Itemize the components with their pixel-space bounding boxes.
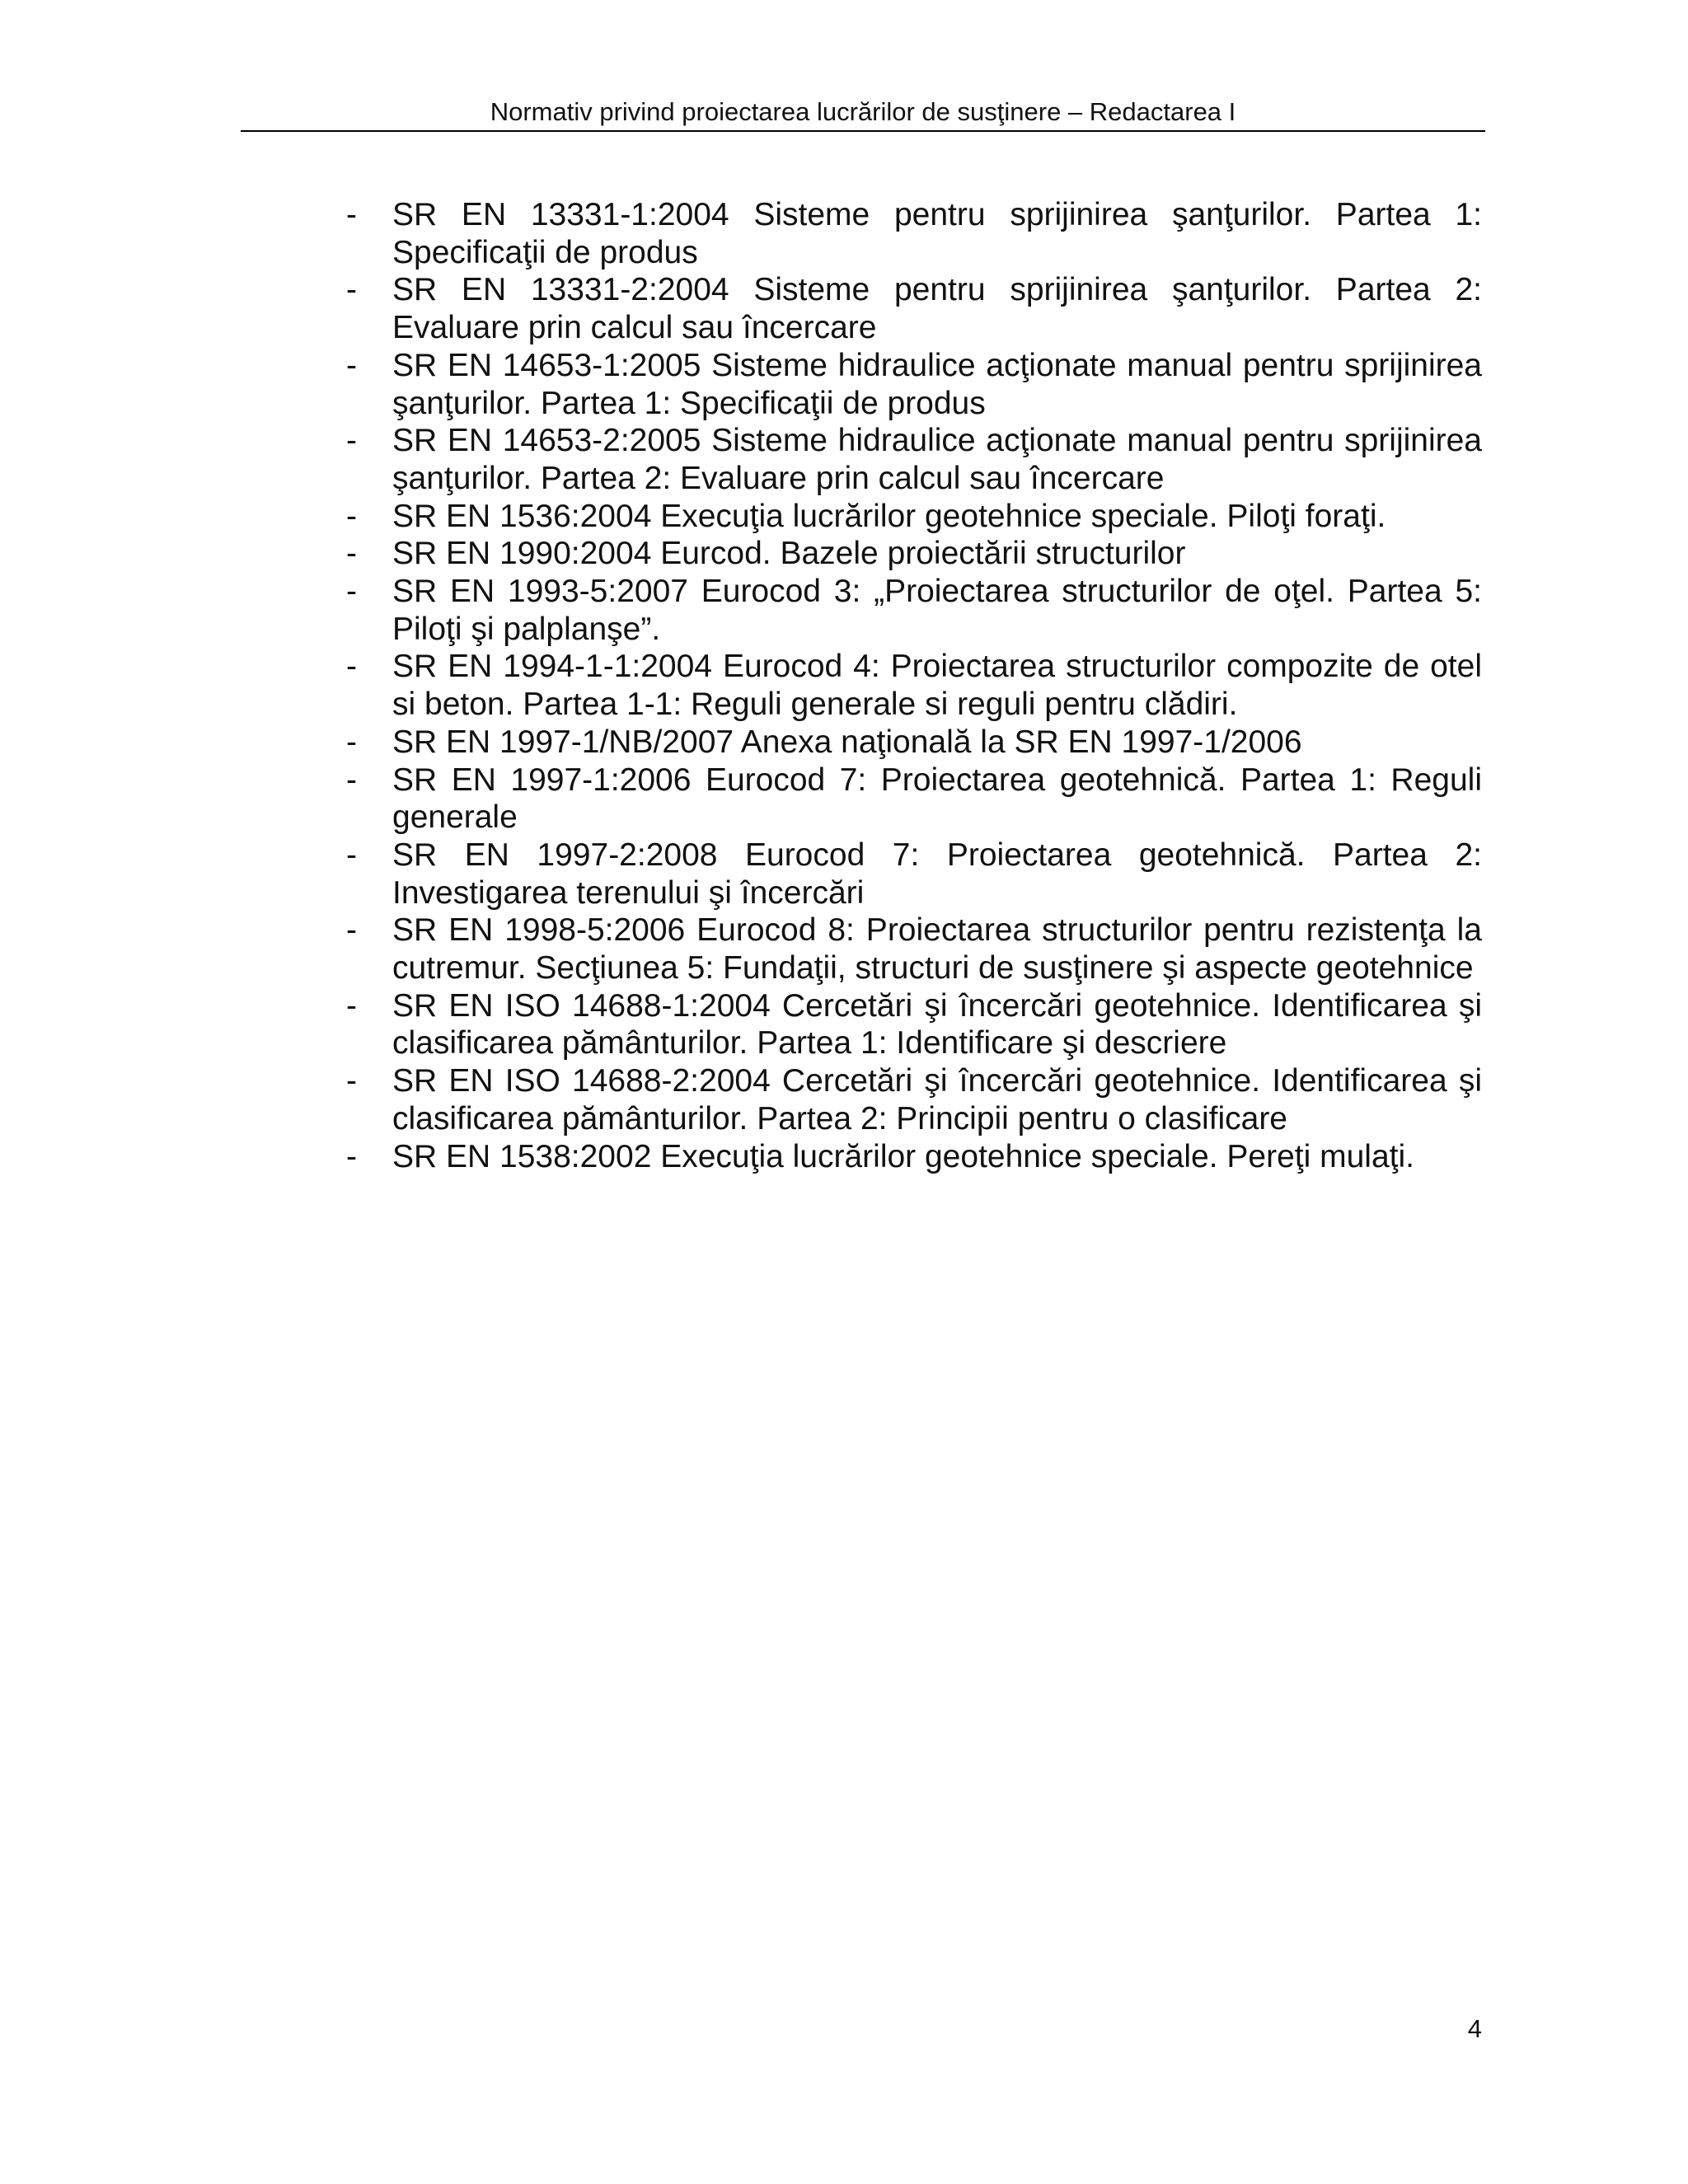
- list-item: [338, 196, 1482, 271]
- list-item: [338, 347, 1482, 422]
- list-bullet: -: [346, 536, 357, 572]
- reference-text: SR EN ISO 14688-1:2004 Cercetări şi încercări geotehnice. Identificarea şi clasificarea pământurilor. Partea 1: Identificare şi descriere: [392, 987, 1482, 1062]
- list-bullet: -: [346, 762, 357, 798]
- list-item: [338, 1062, 1482, 1137]
- list-item: [338, 1138, 1482, 1176]
- reference-text: SR EN 1538:2002 Execuţia lucrărilor geotehnice speciale. Pereţi mulaţi.: [392, 1138, 1415, 1174]
- list-bullet: -: [346, 1063, 357, 1099]
- list-bullet: -: [346, 574, 357, 610]
- list-bullet: -: [346, 1138, 357, 1174]
- list-bullet: -: [346, 197, 357, 232]
- list-item: [338, 762, 1482, 837]
- reference-text: SR EN 1997-1:2006 Eurocod 7: Proiectarea geotehnică. Partea 1: Reguli generale: [392, 762, 1482, 836]
- list-item: [338, 573, 1482, 648]
- list-bullet: -: [346, 423, 357, 459]
- list-bullet: -: [346, 724, 357, 760]
- standards-reference-list: [338, 196, 1482, 1175]
- reference-text: SR EN ISO 14688-2:2004 Cercetări şi încercări geotehnice. Identificarea şi clasificarea pământurilor. Partea 2: Principii pentru o clasificare: [392, 1063, 1482, 1137]
- page-number: 4: [1467, 2014, 1482, 2043]
- list-bullet: -: [346, 837, 357, 873]
- list-item: [338, 837, 1482, 912]
- reference-text: SR EN 14653-2:2005 Sisteme hidraulice acţionate manual pentru sprijinirea şanţurilor. Partea 2: Evaluare prin calcul sau încercare: [392, 423, 1482, 496]
- reference-text: SR EN 13331-2:2004 Sisteme pentru sprijinirea şanţurilor. Partea 2: Evaluare prin calcul sau încercare: [392, 272, 1482, 346]
- reference-text: SR EN 1536:2004 Execuţia lucrărilor geotehnice speciale. Piloţi foraţi.: [392, 498, 1386, 534]
- list-item: [338, 422, 1482, 497]
- reference-text: SR EN 13331-1:2004 Sisteme pentru sprijinirea şanţurilor. Partea 1: Specificaţii de produs: [392, 197, 1482, 270]
- list-item: [338, 912, 1482, 987]
- reference-text: SR EN 1997-1/NB/2007 Anexa naţională la SR EN 1997-1/2006: [392, 724, 1302, 760]
- page-header: Normativ privind proiectarea lucrărilor de susţinere – Redactarea I: [490, 97, 1236, 126]
- list-bullet: -: [346, 912, 357, 949]
- list-bullet: -: [346, 347, 357, 383]
- list-item: [338, 271, 1482, 346]
- list-item: [338, 535, 1482, 573]
- list-item: [338, 987, 1482, 1062]
- list-item: [338, 724, 1482, 762]
- list-item: [338, 498, 1482, 536]
- reference-text: SR EN 14653-1:2005 Sisteme hidraulice acţionate manual pentru sprijinirea şanţurilor. Partea 1: Specificaţii de produs: [392, 347, 1482, 421]
- list-item: [338, 648, 1482, 723]
- reference-text: SR EN 1997-2:2008 Eurocod 7: Proiectarea geotehnică. Partea 2: Investigarea terenului şi încercări: [392, 837, 1482, 911]
- list-bullet: -: [346, 272, 357, 308]
- reference-text: SR EN 1994-1-1:2004 Eurocod 4: Proiectarea structurilor compozite de otel si beton. Partea 1-1: Reguli generale si reguli pentru clădiri.: [392, 649, 1482, 723]
- list-bullet: -: [346, 649, 357, 685]
- reference-text: SR EN 1998-5:2006 Eurocod 8: Proiectarea structurilor pentru rezistenţa la cutremur. Secţiunea 5: Fundaţii, structuri de susţinere şi aspecte geotehnice: [392, 912, 1482, 987]
- reference-text: SR EN 1990:2004 Eurcod. Bazele proiectării structurilor: [392, 536, 1186, 572]
- header-divider: [241, 130, 1485, 132]
- reference-text: SR EN 1993-5:2007 Eurocod 3: „Proiectarea structurilor de oţel. Partea 5: Piloţi şi palplanşe”.: [392, 574, 1482, 647]
- list-bullet: -: [346, 498, 357, 534]
- list-bullet: -: [346, 987, 357, 1024]
